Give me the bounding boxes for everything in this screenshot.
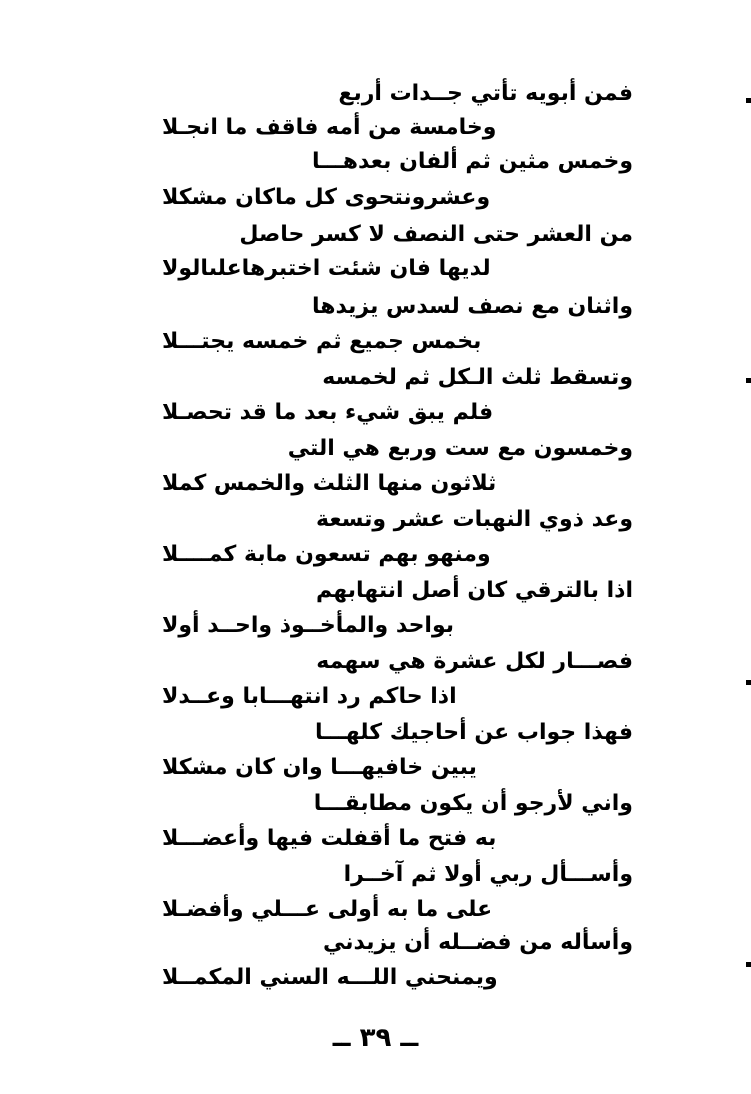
page-number: ــ ٣٩ ــ <box>332 1023 419 1053</box>
margin-dot-top <box>746 98 751 103</box>
margin-dot-lower-middle <box>746 680 751 685</box>
poem-line-19: فهذا جواب عن أحاجيك كلهـــا <box>314 720 633 745</box>
poem-line-5: من العشر حتى النصف لا كسر حاصل <box>239 222 633 247</box>
poem-line-25: وأسأله من فضــله أن يزيدني <box>323 930 633 955</box>
poem-line-16: بواحد والمأخــوذ واحــد أولا <box>162 613 455 638</box>
poem-line-6: لديها فان شئت اختبرهاعلىالولا <box>162 256 491 281</box>
poem-line-15: اذا بالترقي كان أصل انتهابهم <box>316 578 633 603</box>
poem-line-13: وعد ذوي النهبات عشر وتسعة <box>315 507 633 532</box>
poem-line-7: واثنان مع نصف لسدس يزيدها <box>311 294 633 319</box>
poem-line-9: وتسقط ثلث الـكل ثم لخمسه <box>322 365 633 390</box>
margin-dot-upper-middle <box>746 378 751 383</box>
poem-line-20: يبين خافيهـــا وان كان مشكلا <box>162 755 477 780</box>
poem-line-14: ومنهو بهم تسعون مابة كمــــلا <box>162 542 491 567</box>
poem-line-24: على ما به أولى عـــلي وأفضـلا <box>162 897 493 922</box>
poem-line-1: فمن أبويه تأتي جــدات أربع <box>338 81 633 106</box>
poem-line-23: وأســـأل ربي أولا ثم آخــرا <box>343 862 633 887</box>
poem-line-10: فلم يبق شيء بعد ما قد تحصـلا <box>162 400 494 425</box>
poem-line-4: وعشرونتحوى كل ماكان مشكلا <box>162 185 491 210</box>
poem-line-2: وخامسة من أمه فاقف ما انجـلا <box>162 115 497 140</box>
poem-line-21: واني لأرجو أن يكون مطابقـــا <box>313 791 633 816</box>
poem-line-11: وخمسون مع ست وربع هي التي <box>287 436 633 461</box>
poem-line-17: فصـــار لكل عشرة هي سهمه <box>316 649 633 674</box>
poem-line-8: بخمس جميع ثم خمسه يجتـــلا <box>162 329 482 354</box>
poem-line-18: اذا حاكم رد انتهـــابا وعــدلا <box>162 684 457 709</box>
poem-line-3: وخمس مثين ثم ألفان بعدهـــا <box>311 149 633 174</box>
poem-line-26: ويمنحني اللـــه السني المكمــلا <box>162 965 498 990</box>
margin-dot-bottom <box>746 962 751 967</box>
poem-line-22: به فتح ما أقفلت فيها وأعضـــلا <box>162 826 497 851</box>
poem-line-12: ثلاثون منها الثلث والخمس كملا <box>162 471 497 496</box>
